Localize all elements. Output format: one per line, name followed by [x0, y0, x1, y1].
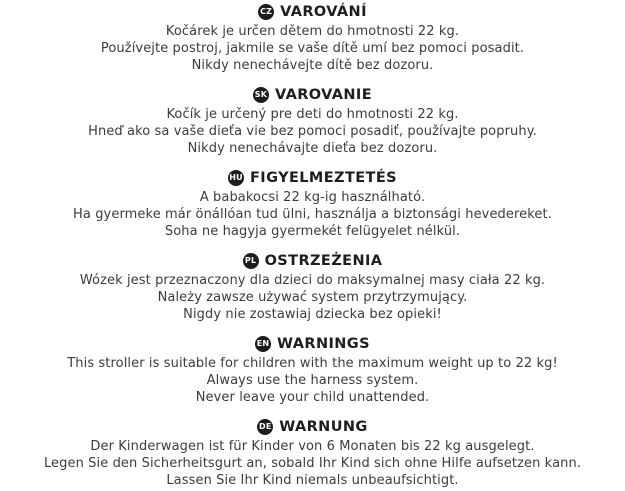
warning-section-title: OSTRZEŻENIA [264, 252, 383, 269]
warning-line: Always use the harness system. [206, 373, 419, 388]
warning-section-pl [0, 252, 625, 323]
warning-line: Nigdy nie zostawiaj dziecka bez opieki! [183, 307, 442, 322]
language-badge-hu-icon: HU [228, 170, 244, 186]
warning-section-title: FIGYELMEZTETÉS [249, 169, 397, 186]
warning-section-sk [0, 86, 625, 157]
warning-section-title: WARNUNG [279, 418, 368, 435]
language-badge-cz-icon: CZ [258, 4, 274, 20]
warning-section-header [228, 169, 397, 186]
warning-section-en [0, 335, 625, 406]
warning-line: Nikdy nenechávejte dítě bez dozoru. [191, 58, 434, 73]
warning-section-title: VAROVANIE [274, 86, 373, 103]
warning-line: Kočík je určený pre deti do hmotnosti 22 kg. [166, 107, 459, 122]
warning-section-hu [0, 169, 625, 240]
warning-section-header [243, 252, 383, 269]
warning-section-title: WARNINGS [277, 335, 370, 352]
warning-line: Hneď ako sa vaše dieťa vie bez pomoci posadiť, používajte popruhy. [88, 124, 537, 139]
warning-line: Der Kinderwagen ist für Kinder von 6 Monaten bis 22 kg ausgelegt. [90, 439, 535, 454]
warning-line: Soha ne hagyja gyermekét felügyelet nélkül. [164, 224, 461, 239]
warning-line: This stroller is suitable for children with the maximum weight up to 22 kg! [67, 356, 558, 371]
language-badge-pl-icon: PL [243, 253, 259, 269]
warning-section-title: VAROVÁNÍ [280, 3, 367, 20]
warning-section-header [253, 86, 372, 103]
language-badge-en-icon: EN [255, 336, 271, 352]
warning-line: Ha gyermeke már önállóan tud ülni, használja a biztonsági hevedereket. [73, 207, 552, 222]
language-badge-de-icon: DE [257, 419, 273, 435]
warning-line: Kočárek je určen dětem do hmotnosti 22 kg. [165, 24, 460, 39]
warning-section-cz [0, 3, 625, 74]
warning-section-header [255, 335, 370, 352]
warning-line: Nikdy nenechávajte dieťa bez dozoru. [187, 141, 438, 156]
warning-line: Never leave your child unattended. [195, 390, 430, 405]
warning-line: Należy zawsze używać system przytrzymujący. [157, 290, 468, 305]
warning-line: Wózek jest przeznaczony dla dzieci do maksymalnej masy ciała 22 kg. [79, 273, 546, 288]
warning-line: Používejte postroj, jakmile se vaše dítě umí bez pomoci posadit. [100, 41, 525, 56]
warning-section-header [258, 3, 367, 20]
warning-line: A babakocsi 22 kg-ig használható. [199, 190, 426, 205]
language-badge-sk-icon: SK [253, 87, 269, 103]
warning-line: Lassen Sie Ihr Kind niemals unbeaufsichtigt. [166, 473, 459, 488]
warning-line: Legen Sie den Sicherheitsgurt an, sobald Ihr Kind sich ohne Hilfe aufsetzen kann. [43, 456, 582, 471]
warning-section-de [0, 418, 625, 489]
warning-section-header [257, 418, 367, 435]
